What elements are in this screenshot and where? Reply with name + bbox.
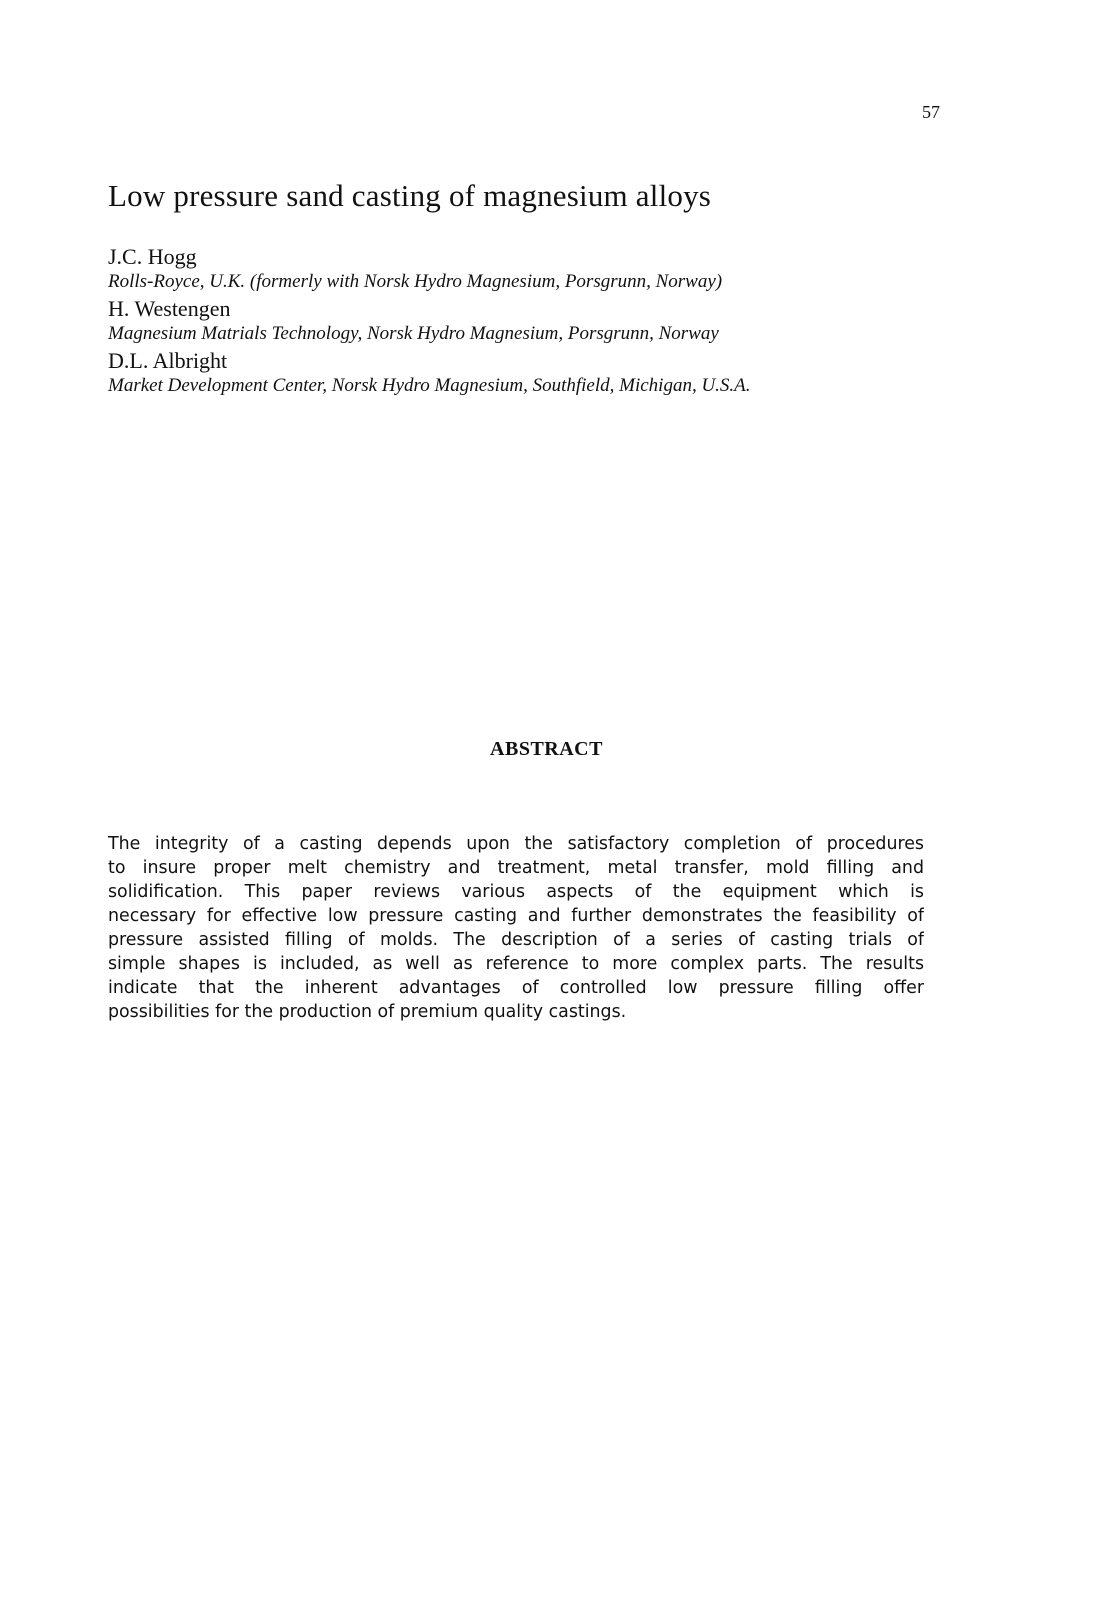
abstract-line: to insure proper melt chemistry and treatment, metal transfer, mold filling and [108, 858, 924, 878]
author-name: D.L. Albright [108, 348, 228, 373]
abstract-line: The integrity of a casting depends upon the satisfactory completion of procedures [108, 834, 924, 854]
abstract-line: solidification. This paper reviews various aspects of the equipment which is [108, 882, 924, 902]
abstract-line: indicate that the inherent advantages of controlled low pressure filling offer [108, 978, 924, 998]
author-block [108, 348, 958, 398]
author-list [108, 244, 958, 400]
abstract-line: necessary for effective low pressure casting and further demonstrates the feasibility of [108, 906, 924, 926]
author-name: J.C. Hogg [108, 244, 197, 269]
author-name: H. Westengen [108, 296, 231, 321]
author-block [108, 244, 958, 294]
abstract-heading: ABSTRACT [490, 738, 603, 760]
author-affiliation: Magnesium Matrials Technology, Norsk Hydro Magnesium, Porsgrunn, Norway [108, 323, 719, 344]
paper-title: Low pressure sand casting of magnesium alloys [108, 178, 712, 213]
page-number: 57 [922, 102, 940, 122]
abstract-body [108, 832, 924, 1024]
abstract-line: pressure assisted filling of molds. The description of a series of casting trials of [108, 930, 924, 950]
author-affiliation: Market Development Center, Norsk Hydro Magnesium, Southfield, Michigan, U.S.A. [108, 375, 751, 396]
abstract-line: possibilities for the production of premium quality castings. [108, 1002, 627, 1022]
abstract-line: simple shapes is included, as well as reference to more complex parts. The results [108, 954, 924, 974]
author-affiliation: Rolls-Royce, U.K. (formerly with Norsk Hydro Magnesium, Porsgrunn, Norway) [108, 271, 723, 292]
author-block [108, 296, 958, 346]
